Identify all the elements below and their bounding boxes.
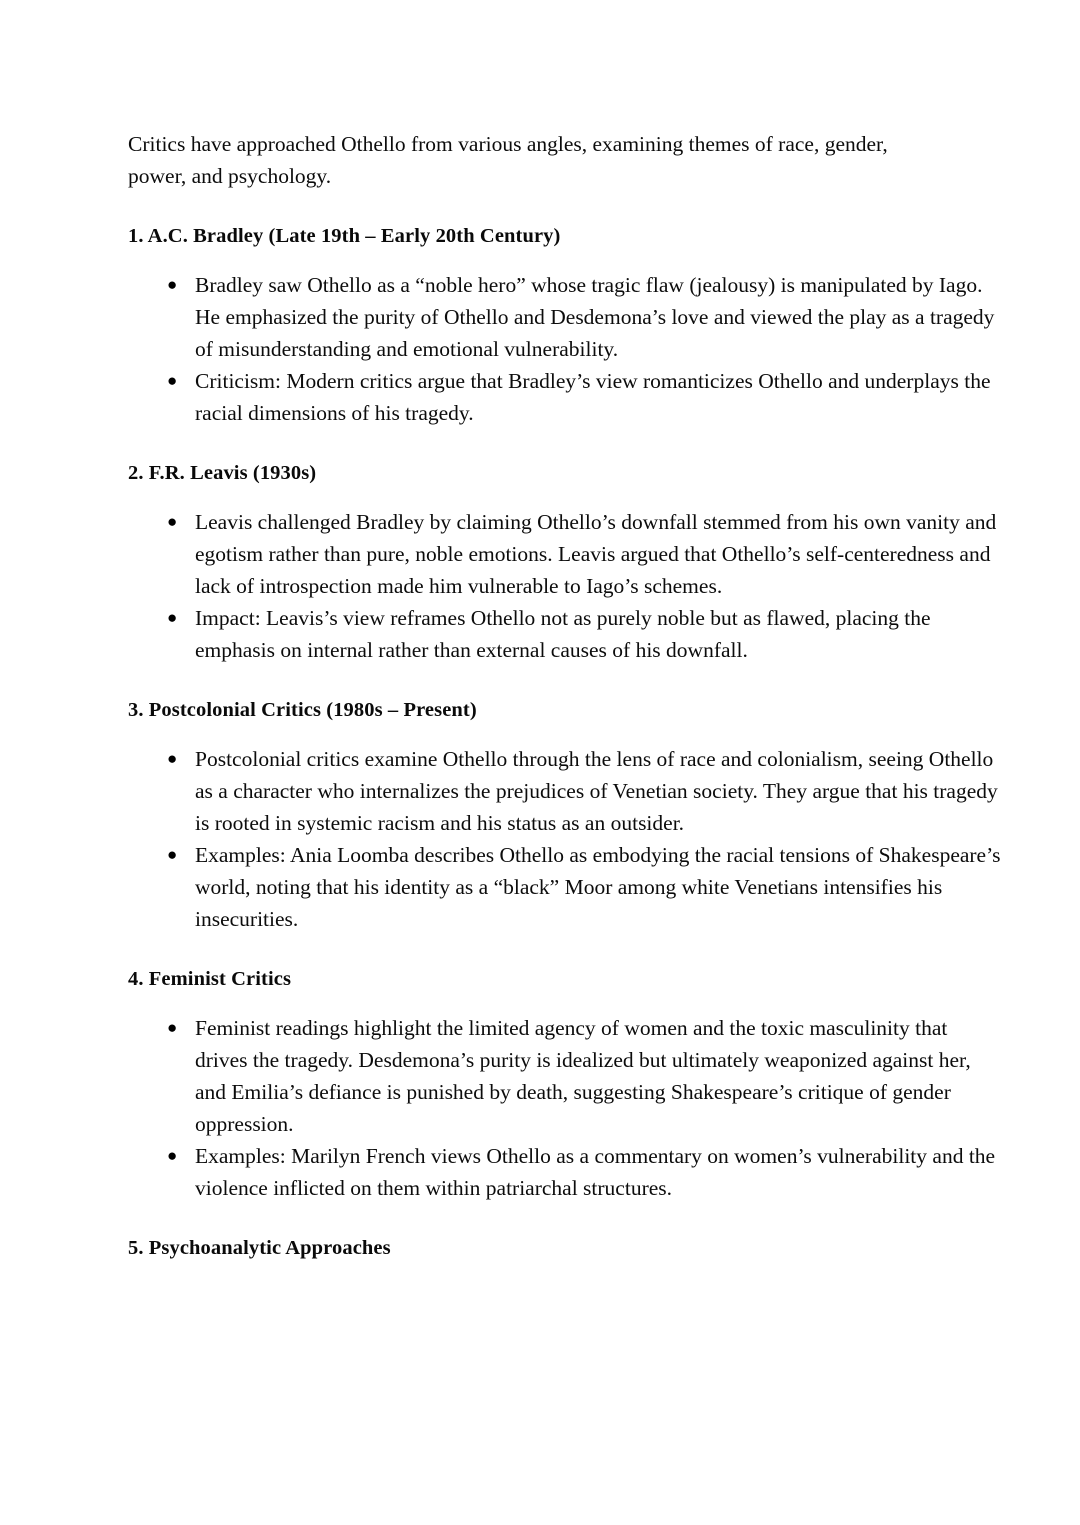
section-psychoanalytic xyxy=(128,1233,940,1263)
bullet-point-icon: ● xyxy=(167,275,178,294)
list-item-text: Impact: Leavis’s view reframes Othello not as purely noble but as flawed, placing the emphasis on internal rather than external causes of his downfall. xyxy=(195,606,931,662)
bullet-point-icon: ● xyxy=(167,512,178,531)
list-item xyxy=(128,365,1003,429)
bullet-list-leavis xyxy=(128,506,997,666)
bullet-list-feminist xyxy=(128,1012,996,1204)
intro-paragraph: Critics have approached Othello from various angles, examining themes of race, gender, power, and psychology. xyxy=(128,132,888,188)
section-leavis xyxy=(128,458,997,666)
section-feminist xyxy=(128,964,996,1204)
list-item xyxy=(128,1140,1003,1204)
bullet-point-icon: ● xyxy=(167,608,178,627)
section-heading-leavis: 2. F.R. Leavis (1930s) xyxy=(128,462,317,484)
list-item-text: Examples: Marilyn French views Othello as a commentary on women’s vulnerability and the violence inflicted on them within patriarchal structures. xyxy=(195,1144,996,1200)
section-bradley xyxy=(128,221,995,429)
list-item-text: Postcolonial critics examine Othello through the lens of race and colonialism, seeing Othello as a character who internalizes the prejudices of Venetian society. They argue that his tragedy is rooted in systemic racism and his status as an outsider. xyxy=(195,747,998,835)
bullet-list-bradley xyxy=(128,269,995,429)
bullet-point-icon: ● xyxy=(167,1146,178,1165)
bullet-list-postcolonial xyxy=(128,743,1001,935)
section-heading-bradley: 1. A.C. Bradley (Late 19th – Early 20th Century) xyxy=(128,225,561,247)
section-heading-feminist: 4. Feminist Critics xyxy=(128,968,292,990)
bullet-point-icon: ● xyxy=(167,1018,178,1037)
list-item-text: Leavis challenged Bradley by claiming Othello’s downfall stemmed from his own vanity and egotism rather than pure, noble emotions. Leavis argued that Othello’s self-centeredness and lack of introspection made him vulnerable to Iago’s schemes. xyxy=(195,510,997,598)
section-heading-psychoanalytic: 5. Psychoanalytic Approaches xyxy=(128,1237,391,1259)
bullet-point-icon: ● xyxy=(167,371,178,390)
list-item-text: Criticism: Modern critics argue that Bradley’s view romanticizes Othello and underplays the racial dimensions of his tragedy. xyxy=(195,369,991,425)
list-item-text: Feminist readings highlight the limited agency of women and the toxic masculinity that drives the tragedy. Desdemona’s purity is idealized but ultimately weaponized against her, and Emilia’s defiance is punished by death, suggesting Shakespeare’s critique of gender oppression. xyxy=(195,1016,971,1136)
list-item xyxy=(128,602,1003,666)
bullet-point-icon: ● xyxy=(167,749,178,768)
section-heading-postcolonial: 3. Postcolonial Critics (1980s – Present) xyxy=(128,699,477,721)
list-item xyxy=(128,1012,1003,1140)
list-item-text: Examples: Ania Loomba describes Othello as embodying the racial tensions of Shakespeare’s world, noting that his identity as a “black” Moor among white Venetians intensifies his insecurities. xyxy=(195,843,1001,931)
list-item xyxy=(128,743,1003,839)
list-item xyxy=(128,839,1003,935)
list-item xyxy=(128,506,1003,602)
section-postcolonial xyxy=(128,695,1001,935)
bullet-point-icon: ● xyxy=(167,845,178,864)
list-item-text: Bradley saw Othello as a “noble hero” whose tragic flaw (jealousy) is manipulated by Iago. He emphasized the purity of Othello and Desdemona’s love and viewed the play as a tragedy of misunderstanding and emotional vulnerability. xyxy=(195,273,995,361)
list-item xyxy=(128,269,1003,365)
